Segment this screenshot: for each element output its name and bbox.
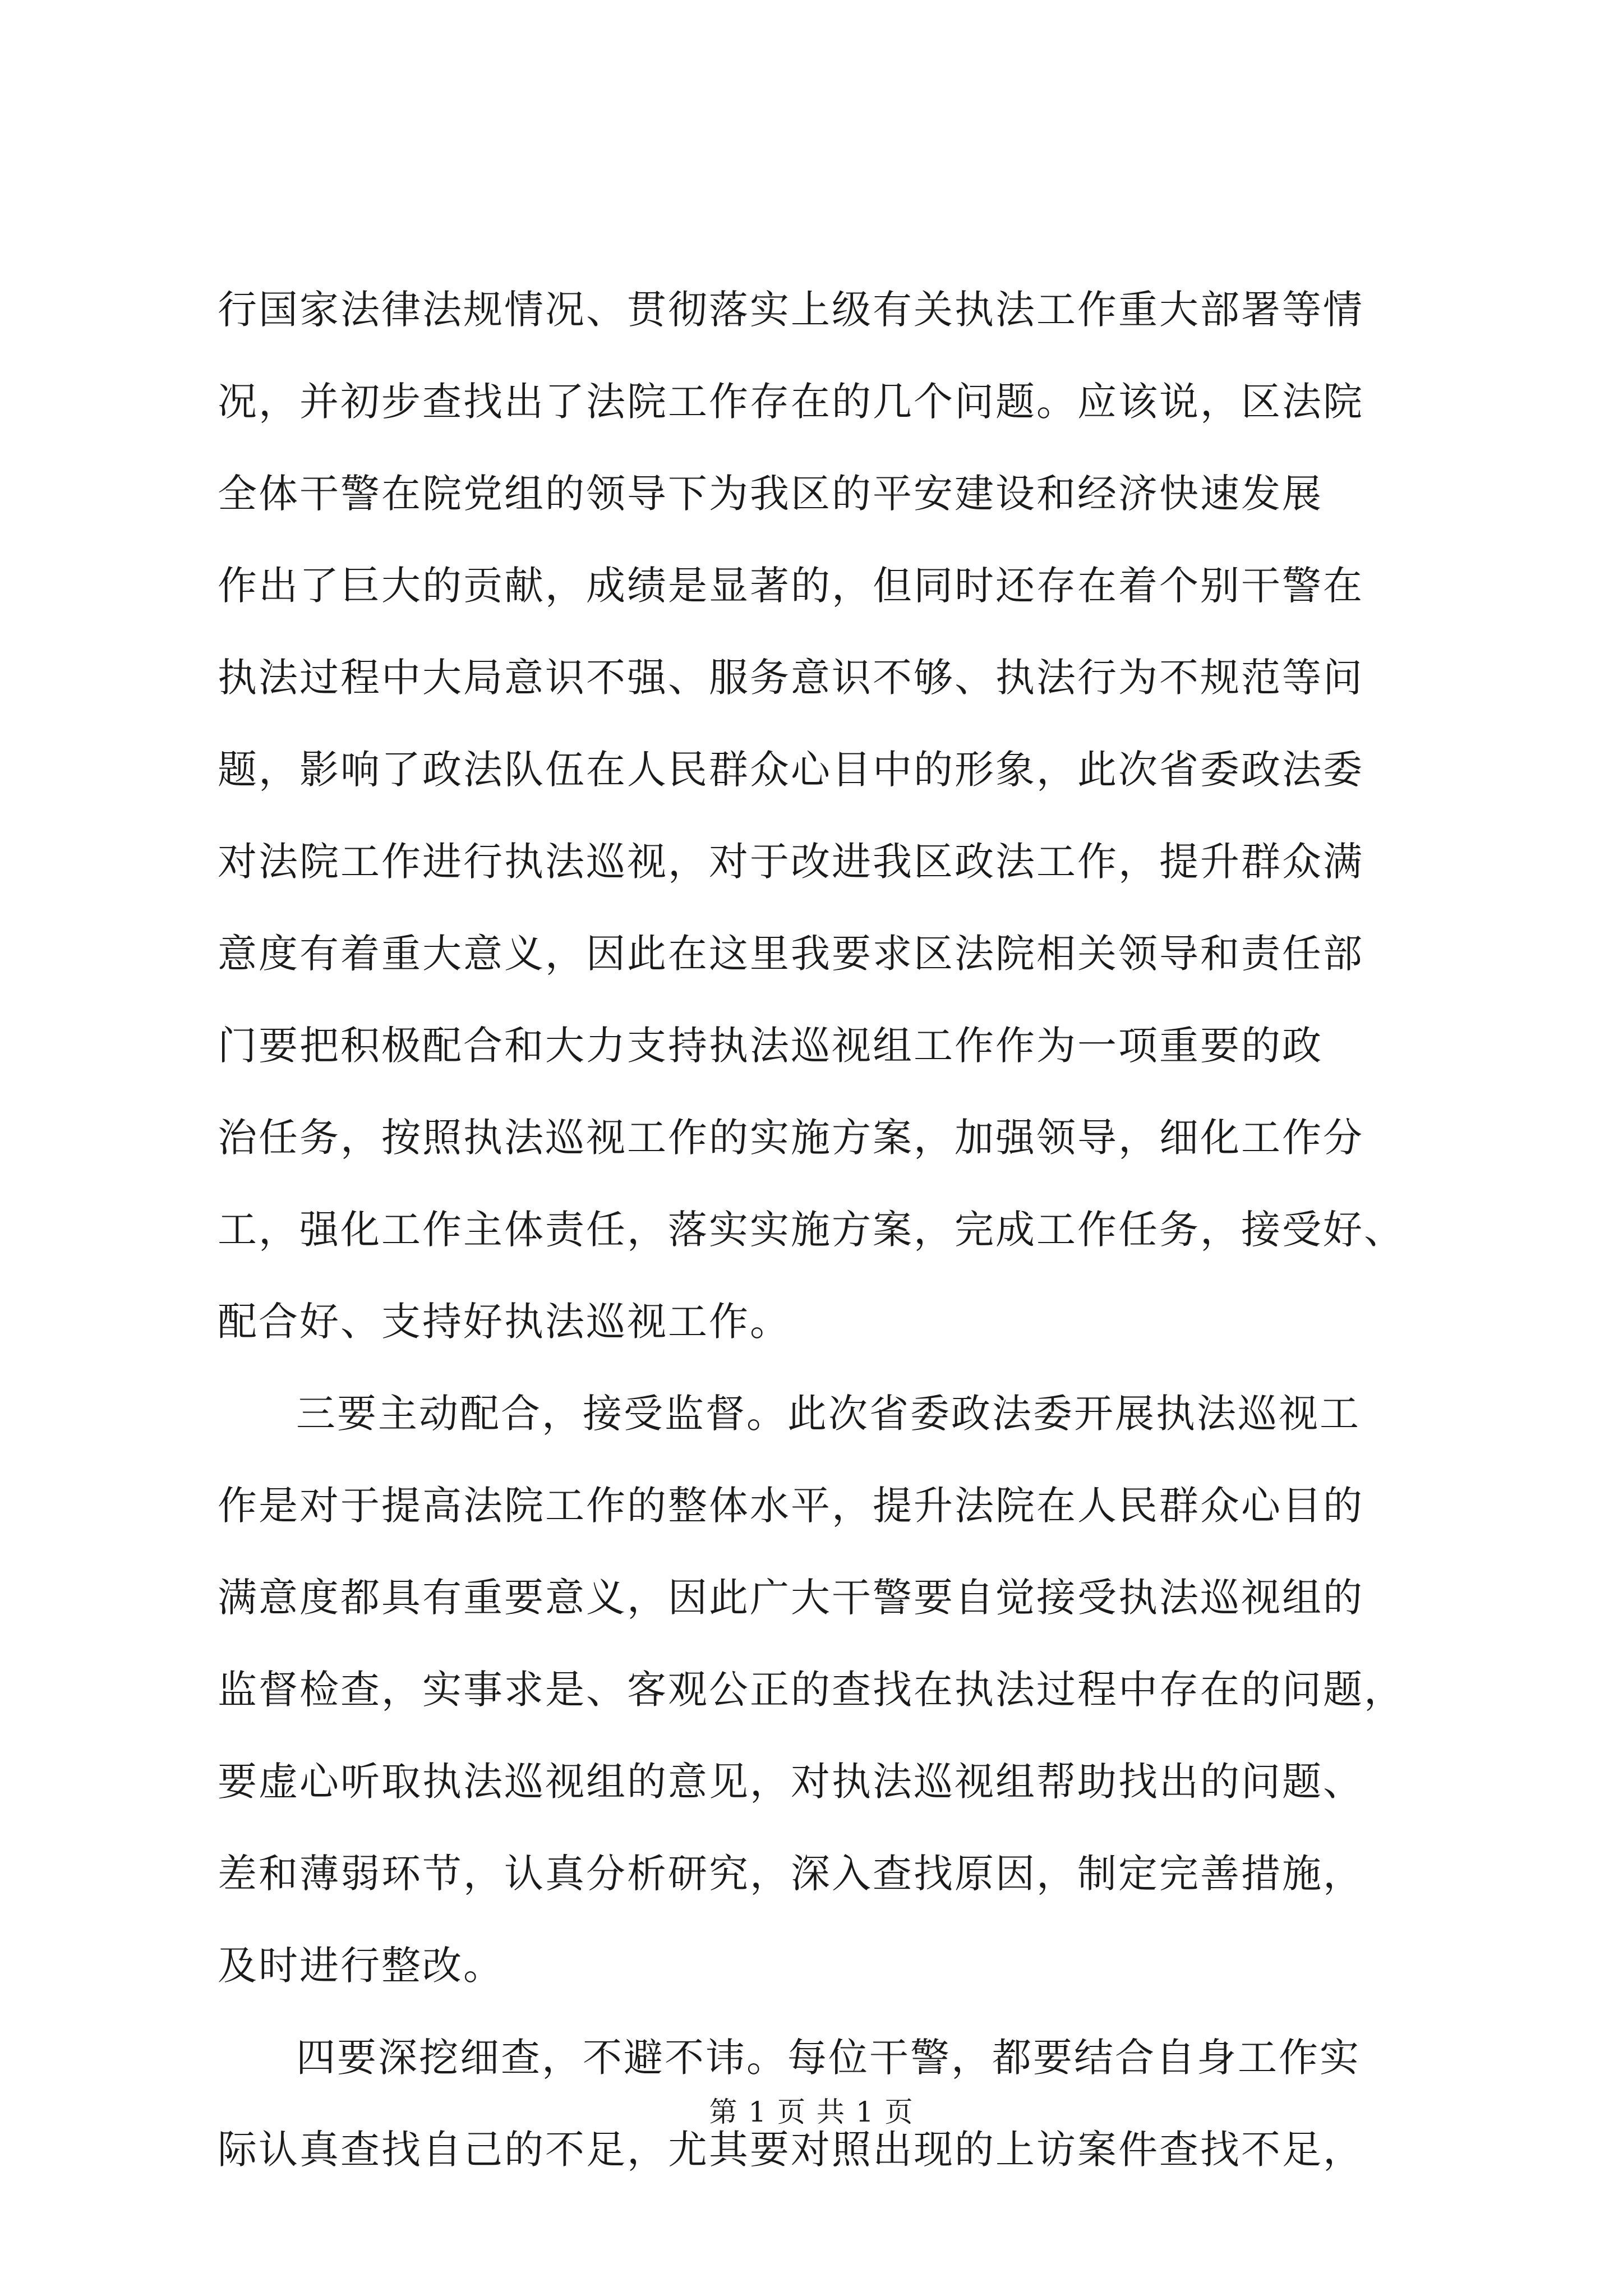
text-line: 及时进行整改。 xyxy=(218,1943,504,1989)
text-line: 对法院工作进行执法巡视，对于改进我区政法工作，提升群众满 xyxy=(218,839,1364,885)
text-line: 全体干警在院党组的领导下为我区的平安建设和经济快速发展 xyxy=(218,471,1323,517)
page-number-label: 第 1 页 共 1 页 xyxy=(709,2096,914,2128)
text-line: 作出了巨大的贡献，成绩是显著的，但同时还存在着个别干警在 xyxy=(218,563,1364,609)
text-line: 作是对于提高法院工作的整体水平，提升法院在人民群众心目的 xyxy=(218,1483,1364,1529)
text-line: 四要深挖细查，不避不讳。每位干警，都要结合自身工作实 xyxy=(296,2035,1361,2081)
text-line: 配合好、支持好执法巡视工作。 xyxy=(218,1299,791,1345)
text-line: 际认真查找自己的不足，尤其要对照出现的上访案件查找不足， xyxy=(218,2127,1364,2173)
text-line: 治任务，按照执法巡视工作的实施方案，加强领导，细化工作分 xyxy=(218,1115,1364,1161)
text-line: 监督检查，实事求是、客观公正的查找在执法过程中存在的问题， xyxy=(218,1667,1405,1713)
text-line: 工，强化工作主体责任，落实实施方案，完成工作任务，接受好、 xyxy=(218,1207,1405,1253)
text-line: 况，并初步查找出了法院工作存在的几个问题。应该说，区法院 xyxy=(218,379,1364,425)
text-line: 意度有着重大意义，因此在这里我要求区法院相关领导和责任部 xyxy=(218,931,1364,977)
text-line: 题，影响了政法队伍在人民群众心目中的形象，此次省委政法委 xyxy=(218,747,1364,793)
text-line: 差和薄弱环节，认真分析研究，深入查找原因，制定完善措施， xyxy=(218,1851,1364,1897)
text-line: 执法过程中大局意识不强、服务意识不够、执法行为不规范等问 xyxy=(218,655,1364,701)
paragraph-2 xyxy=(218,1368,1405,2012)
paragraph-1 xyxy=(218,264,1405,1368)
page-footer xyxy=(0,2095,1623,2129)
text-line: 行国家法律法规情况、贯彻落实上级有关执法工作重大部署等情 xyxy=(218,287,1364,333)
text-line: 门要把积极配合和大力支持执法巡视组工作作为一项重要的政 xyxy=(218,1023,1323,1069)
text-line: 要虚心听取执法巡视组的意见，对执法巡视组帮助找出的问题、 xyxy=(218,1759,1364,1805)
document-body xyxy=(218,264,1405,2196)
text-line: 满意度都具有重要意义，因此广大干警要自觉接受执法巡视组的 xyxy=(218,1575,1364,1621)
text-line: 三要主动配合，接受监督。此次省委政法委开展执法巡视工 xyxy=(296,1391,1361,1437)
